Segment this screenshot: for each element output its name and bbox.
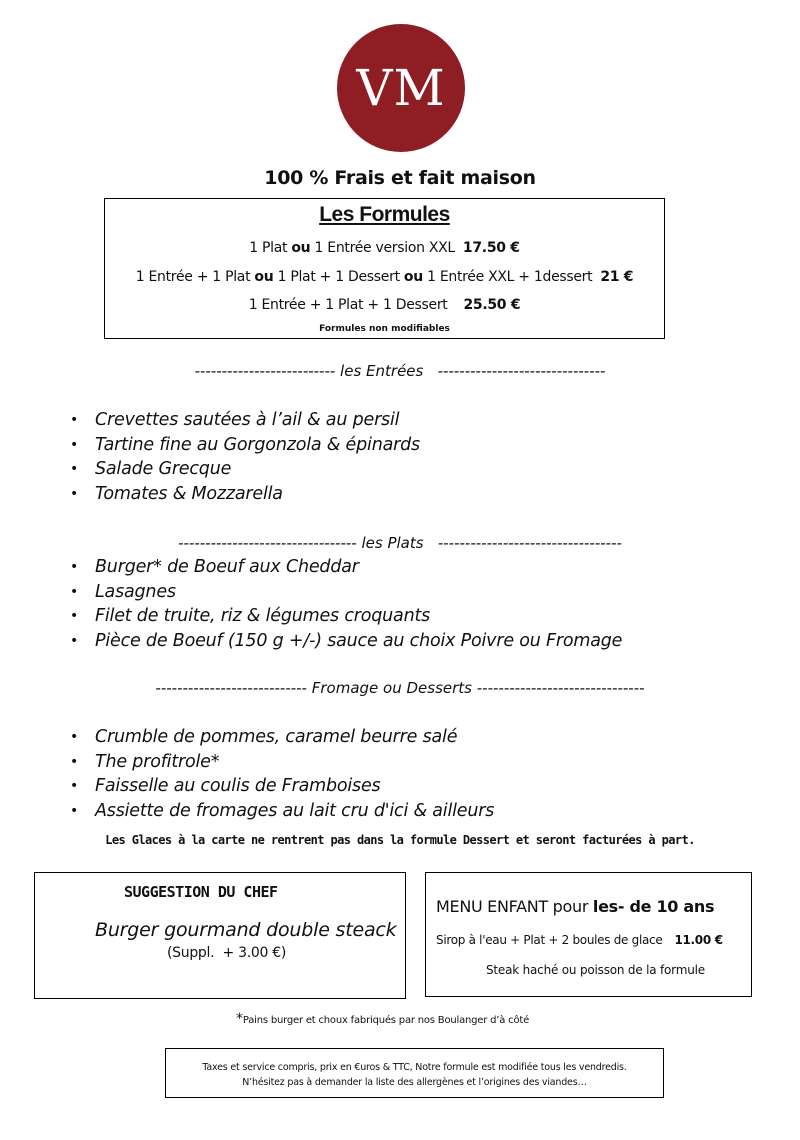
list-item <box>68 629 622 654</box>
kids-menu-content: Sirop à l'eau + Plat + 2 boules de glace <box>436 933 663 947</box>
formule-text: 1 Entrée version XXL <box>310 240 455 256</box>
formule-or: ou <box>254 269 274 285</box>
list-item <box>68 725 494 750</box>
list-entrees <box>68 408 420 506</box>
formule-price-2: 21 € <box>600 269 634 285</box>
formule-line-3 <box>105 297 664 313</box>
item-label: Crumble de pommes, caramel beurre salé <box>95 727 458 747</box>
chef-dish: Burger gourmand double steack <box>95 919 397 941</box>
item-label: Assiette de fromages au lait cru d'ici & ailleurs <box>95 800 495 821</box>
bakery-footnote <box>236 1011 529 1027</box>
bullet-icon: • <box>70 485 79 502</box>
list-item <box>68 433 420 458</box>
chef-supplement: (Suppl. + 3.00 €) <box>167 945 287 961</box>
item-label: The profitrole* <box>95 751 220 772</box>
section-header-plats: --------------------------------- les Plats ---------------------------------- <box>178 534 622 552</box>
footer-info-box <box>165 1048 664 1098</box>
bullet-icon: • <box>70 559 79 575</box>
chef-title: SUGGESTION DU CHEF <box>124 883 278 901</box>
bullet-icon: • <box>70 778 79 794</box>
item-label: Pièce de Boeuf (150 g +/-) sauce au choix Poivre ou Fromage <box>95 630 623 651</box>
restaurant-logo <box>337 24 465 152</box>
bullet-icon: • <box>70 802 79 819</box>
bullet-icon: • <box>70 753 79 770</box>
formule-text: 1 Entrée + 1 Plat <box>135 269 255 285</box>
kids-menu-title <box>436 897 714 916</box>
item-label: Crevettes sautées à l’ail & au persil <box>95 410 400 430</box>
formule-or: ou <box>403 269 423 285</box>
footer-line-2: N’hésitez pas à demander la liste des allergènes et l’origines des viandes… <box>242 1077 587 1088</box>
item-label: Filet de truite, riz & légumes croquants <box>95 606 431 626</box>
formule-line-2 <box>105 269 664 285</box>
bullet-icon: • <box>70 461 79 477</box>
kids-menu-price: 11.00 € <box>674 933 723 947</box>
bullet-icon: • <box>70 632 79 649</box>
list-item <box>68 750 494 775</box>
footer-line-1: Taxes et service compris, prix en €uros & TTC, Notre formule est modifiée tous les vendredis. <box>202 1062 627 1073</box>
formule-text: 1 Plat + 1 Dessert <box>273 269 404 285</box>
list-item <box>68 408 420 433</box>
item-label: Tartine fine au Gorgonzola & épinards <box>95 434 420 455</box>
glaces-note: Les Glaces à la carte ne rentrent pas dans la formule Dessert et seront facturées à part. <box>105 833 695 847</box>
formule-text: 1 Entrée XXL + 1dessert <box>422 269 593 285</box>
item-label: Lasagnes <box>95 581 176 602</box>
item-label: Burger* de Boeuf aux Cheddar <box>95 557 359 577</box>
item-label: Salade Grecque <box>95 459 232 479</box>
tagline: 100 % Frais et fait maison <box>264 167 536 189</box>
list-desserts <box>68 725 494 823</box>
bullet-icon: • <box>70 436 79 453</box>
section-header-desserts: ---------------------------- Fromage ou Desserts ------------------------------- <box>155 679 645 697</box>
chef-suggestion-box <box>34 872 406 999</box>
logo-monogram: VM <box>356 59 446 117</box>
formule-text: 1 Entrée + 1 Plat + 1 Dessert <box>248 297 448 313</box>
item-label: Faisselle au coulis de Framboises <box>95 776 381 796</box>
list-item <box>68 555 622 580</box>
formule-price-3: 25.50 € <box>463 297 521 313</box>
formule-text: 1 Plat <box>249 240 292 256</box>
bullet-icon: • <box>70 608 79 624</box>
item-label: Tomates & Mozzarella <box>95 483 283 504</box>
formules-note: Formules non modifiables <box>319 324 450 334</box>
list-item <box>68 799 494 824</box>
formules-title: Les Formules <box>319 203 450 226</box>
formules-box <box>104 198 665 339</box>
kids-title-prefix: MENU ENFANT pour <box>436 897 593 916</box>
bullet-icon: • <box>70 583 79 600</box>
list-plats <box>68 555 622 653</box>
list-item <box>68 482 420 507</box>
kids-title-age: les- de 10 ans <box>592 897 715 916</box>
kids-menu-note: Steak haché ou poisson de la formule <box>486 963 705 977</box>
formule-price-1: 17.50 € <box>462 240 520 256</box>
formule-line-1 <box>105 240 664 256</box>
bullet-icon: • <box>70 729 79 745</box>
list-item <box>68 457 420 482</box>
bullet-icon: • <box>70 412 79 428</box>
list-item <box>68 580 622 605</box>
list-item <box>68 604 622 629</box>
footnote-star: * <box>236 1011 243 1027</box>
list-item <box>68 774 494 799</box>
kids-menu-line <box>436 933 723 947</box>
section-header-entrees: -------------------------- les Entrées ------------------------------- <box>194 362 606 380</box>
footnote-text: Pains burger et choux fabriqués par nos Boulanger d’à côté <box>242 1015 530 1026</box>
formule-or: ou <box>291 240 311 256</box>
kids-menu-box <box>425 872 752 997</box>
